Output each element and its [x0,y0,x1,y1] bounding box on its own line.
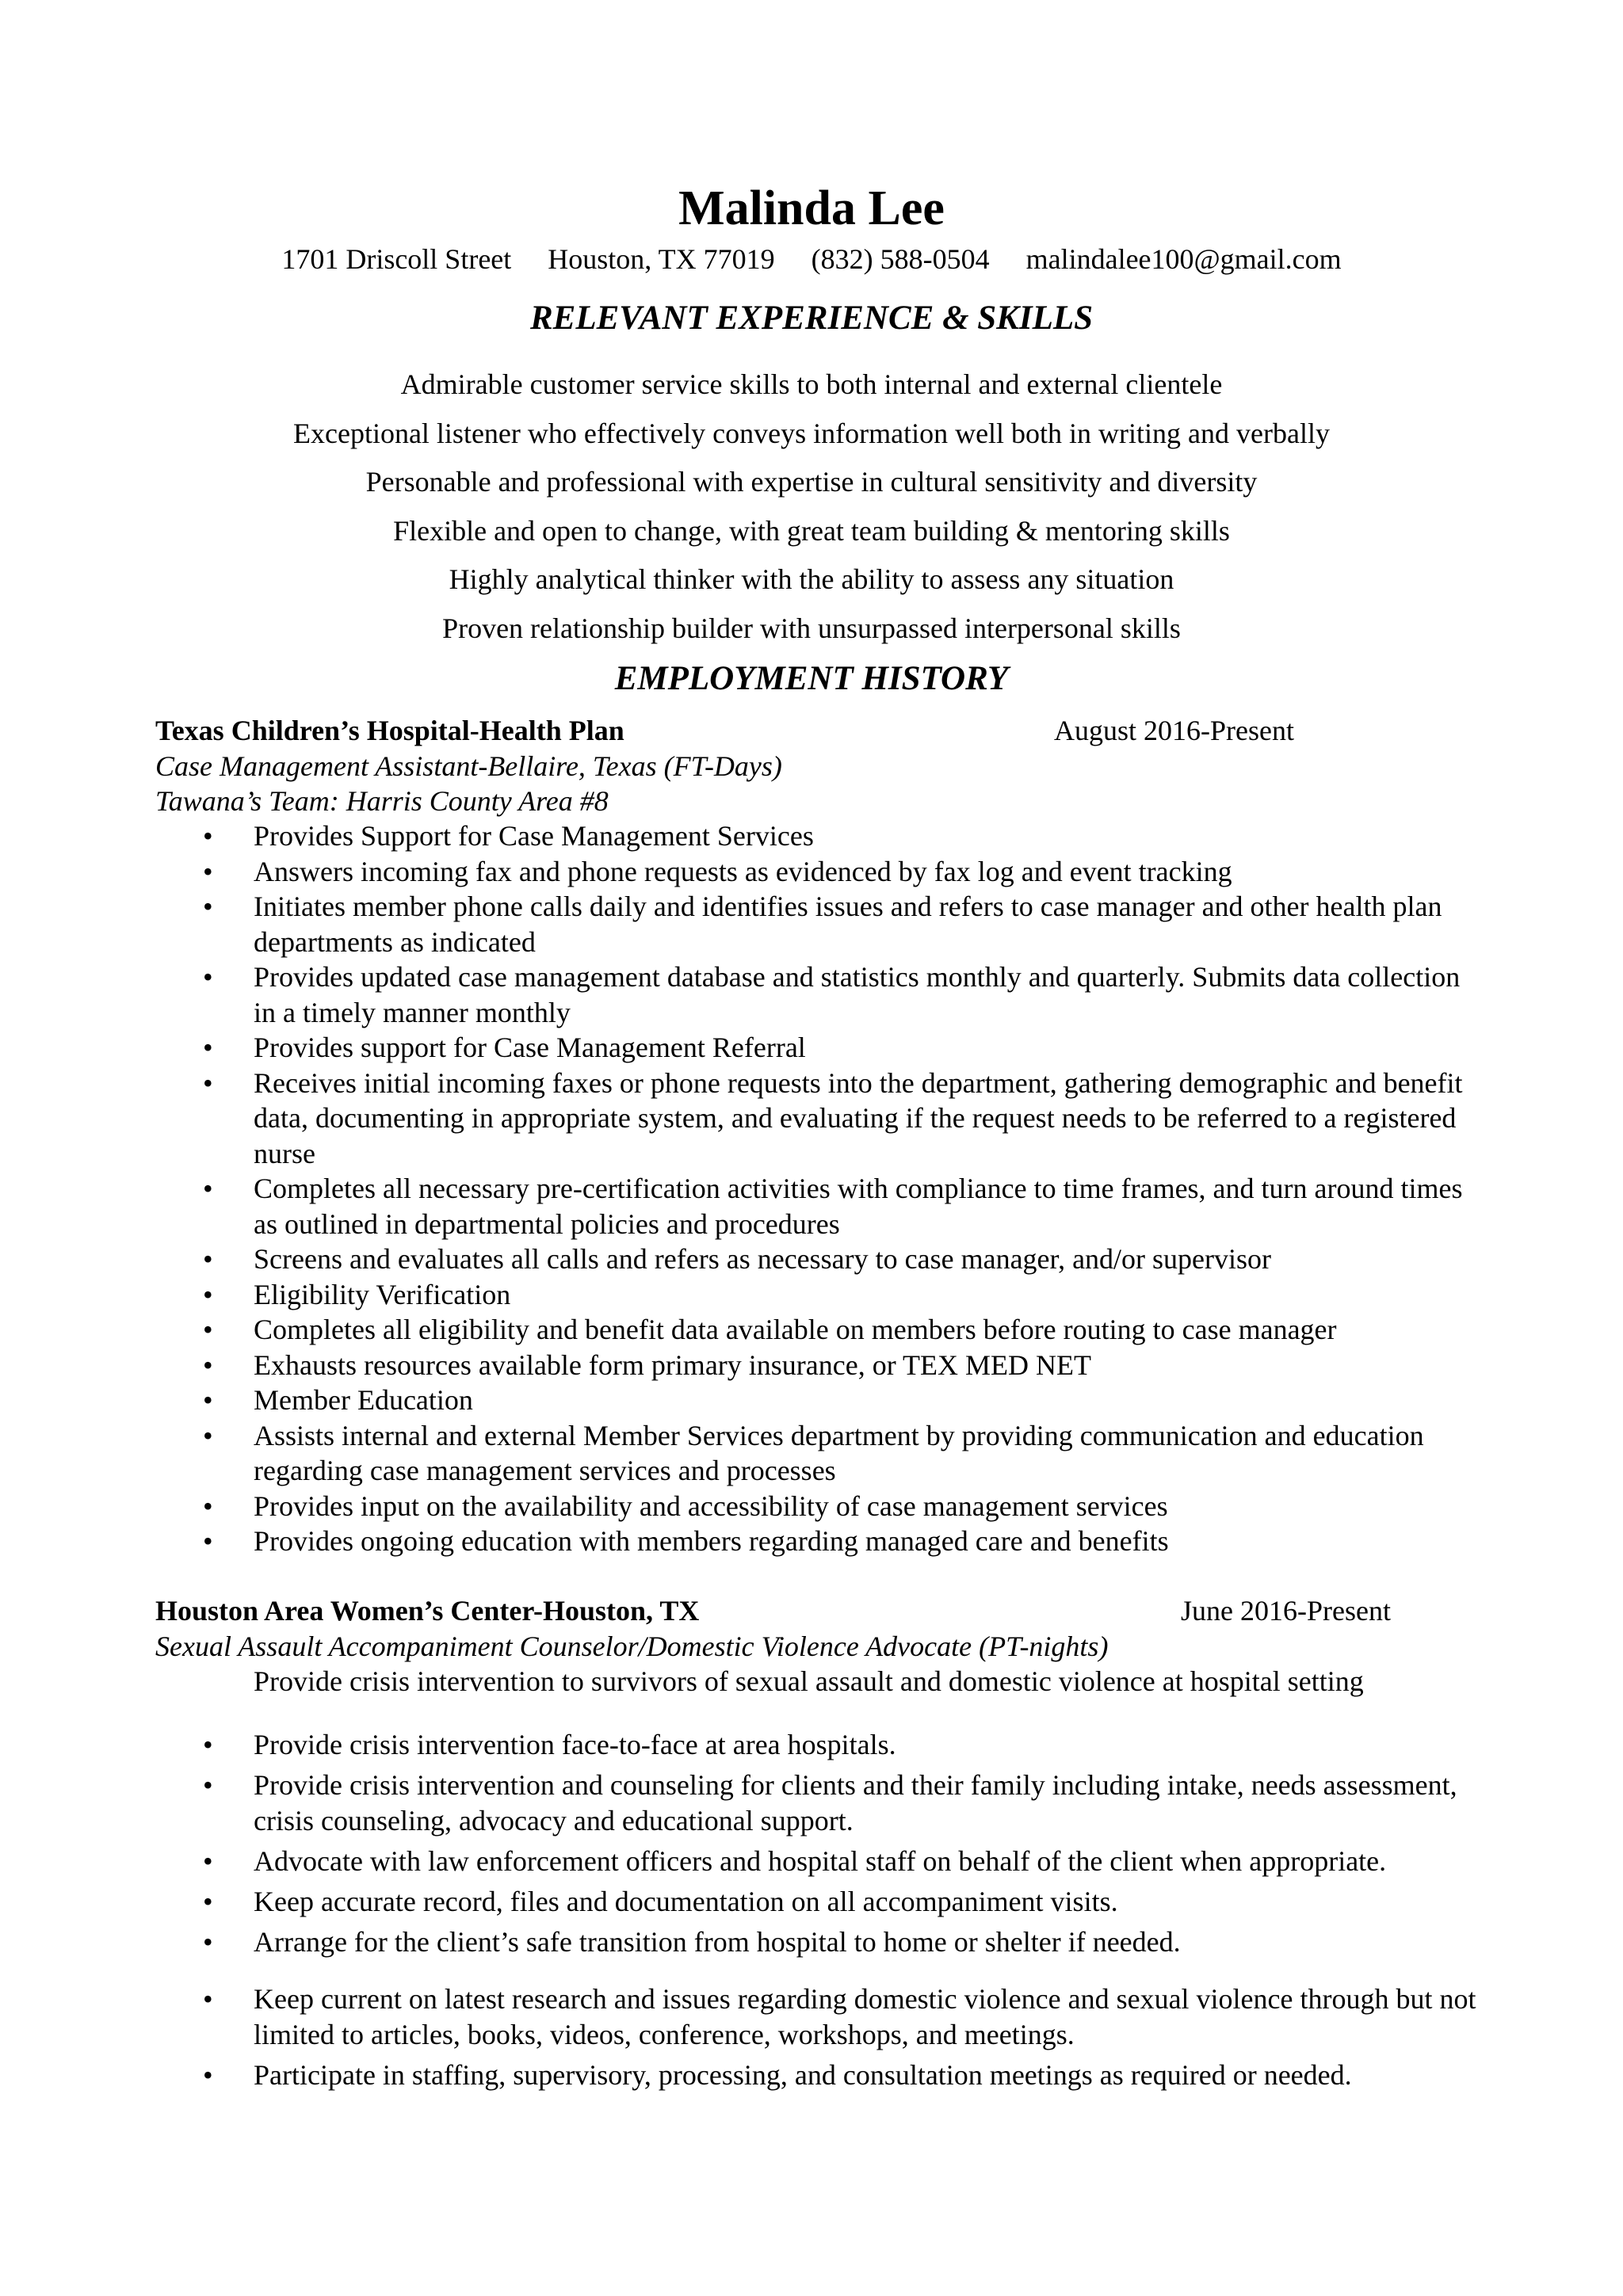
list-item: • Provide crisis intervention face-to-face at area hospitals. [203,1729,896,1760]
job-1-duties [155,818,1487,1559]
list-item: • Screens and evaluates all calls and refers as necessary to case manager, and/or supervisor [203,1243,1272,1275]
job-dates: June 2016-Present [1181,1595,1391,1627]
list-item: • Completes all necessary pre-certification activities with compliance to time frames, and turn around times as outlined in departmental policies and procedures [203,1173,1463,1240]
list-item: • Provide crisis intervention and counseling for clients and their family including intake, needs assessment, crisis counseling, advocacy and educational support. [203,1769,1457,1836]
address: 1701 Driscoll Street [281,243,512,275]
job-employer: Houston Area Women’s Center-Houston, TX [155,1595,700,1627]
job-role: Sexual Assault Accompaniment Counselor/Domestic Violence Advocate (PT-nights) [155,1630,1109,1662]
list-item: • Exhausts resources available form primary insurance, or TEX MED NET [203,1348,1092,1381]
job-dates: August 2016-Present [1054,715,1294,746]
list-item: • Eligibility Verification [203,1278,511,1310]
phone-number: (832) 588-0504 [811,243,990,275]
skill-item: Flexible and open to change, with great team building & mentoring skills [393,514,1230,547]
list-item: • Initiates member phone calls daily and identifies issues and refers to case manager and other health plan departments as indicated [203,891,1442,958]
list-item: • Arrange for the client’s safe transition from hospital to home or shelter if needed. [203,1925,1181,1958]
list-item: • Participate in staffing, supervisory, processing, and consultation meetings as required or needed. [203,2058,1352,2091]
skill-item: Admirable customer service skills to both internal and external clientele [400,368,1223,400]
email-address: malindalee100@gmail.com [1025,243,1342,275]
list-item: • Member Education [203,1384,473,1416]
list-item: • Provides ongoing education with members regarding managed care and benefits [203,1525,1169,1557]
skill-item: Exceptional listener who effectively conveys information well both in writing and verbally [293,417,1330,449]
job-description: Provide crisis intervention to survivors of sexual assault and domestic violence at hospital setting [254,1665,1364,1697]
skills-section-title: RELEVANT EXPERIENCE & SKILLS [529,299,1094,337]
candidate-name: Malinda Lee [678,181,945,235]
skills-list [0,367,1623,659]
list-item: • Answers incoming fax and phone requests as evidenced by fax log and event tracking [203,855,1232,887]
list-item: • Receives initial incoming faxes or phone requests into the department, gathering demographic and benefit data, documenting in appropriate system, and evaluating if the request needs to be referred to a registered nurse [203,1066,1463,1169]
list-item: • Completes all eligibility and benefit data available on members before routing to case manager [203,1314,1337,1345]
skill-item: Highly analytical thinker with the ability to assess any situation [449,563,1174,595]
job-team: Tawana’s Team: Harris County Area #8 [155,785,609,817]
list-item: • Keep accurate record, files and documentation on all accompaniment visits. [203,1885,1118,1917]
employment-section-title: EMPLOYMENT HISTORY [614,660,1009,697]
list-item: • Keep current on latest research and issues regarding domestic violence and sexual violence through but not limited to articles, books, videos, conference, workshops, and meetings. [203,1983,1476,2050]
list-item: • Provides Support for Case Management Services [203,820,814,852]
skill-item: Proven relationship builder with unsurpassed interpersonal skills [442,612,1181,644]
list-item: • Provides support for Case Management Referral [203,1032,806,1063]
list-item: • Assists internal and external Member Services department by providing communication and education regarding case management services and processes [203,1419,1424,1486]
contact-line [0,242,1623,277]
job-role: Case Management Assistant-Bellaire, Texas (FT-Days) [155,750,782,782]
list-item: • Provides input on the availability and accessibility of case management services [203,1489,1168,1522]
job-2-duties [155,1727,1487,2098]
job-employer: Texas Children’s Hospital-Health Plan [155,715,624,746]
list-item: • Advocate with law enforcement officers and hospital staff on behalf of the client when appropriate. [203,1844,1387,1877]
city-state-zip: Houston, TX 77019 [548,243,775,275]
skill-item: Personable and professional with expertise in cultural sensitivity and diversity [365,466,1258,498]
list-item: • Provides updated case management database and statistics monthly and quarterly. Submits data collection in a timely manner monthly [203,961,1461,1028]
